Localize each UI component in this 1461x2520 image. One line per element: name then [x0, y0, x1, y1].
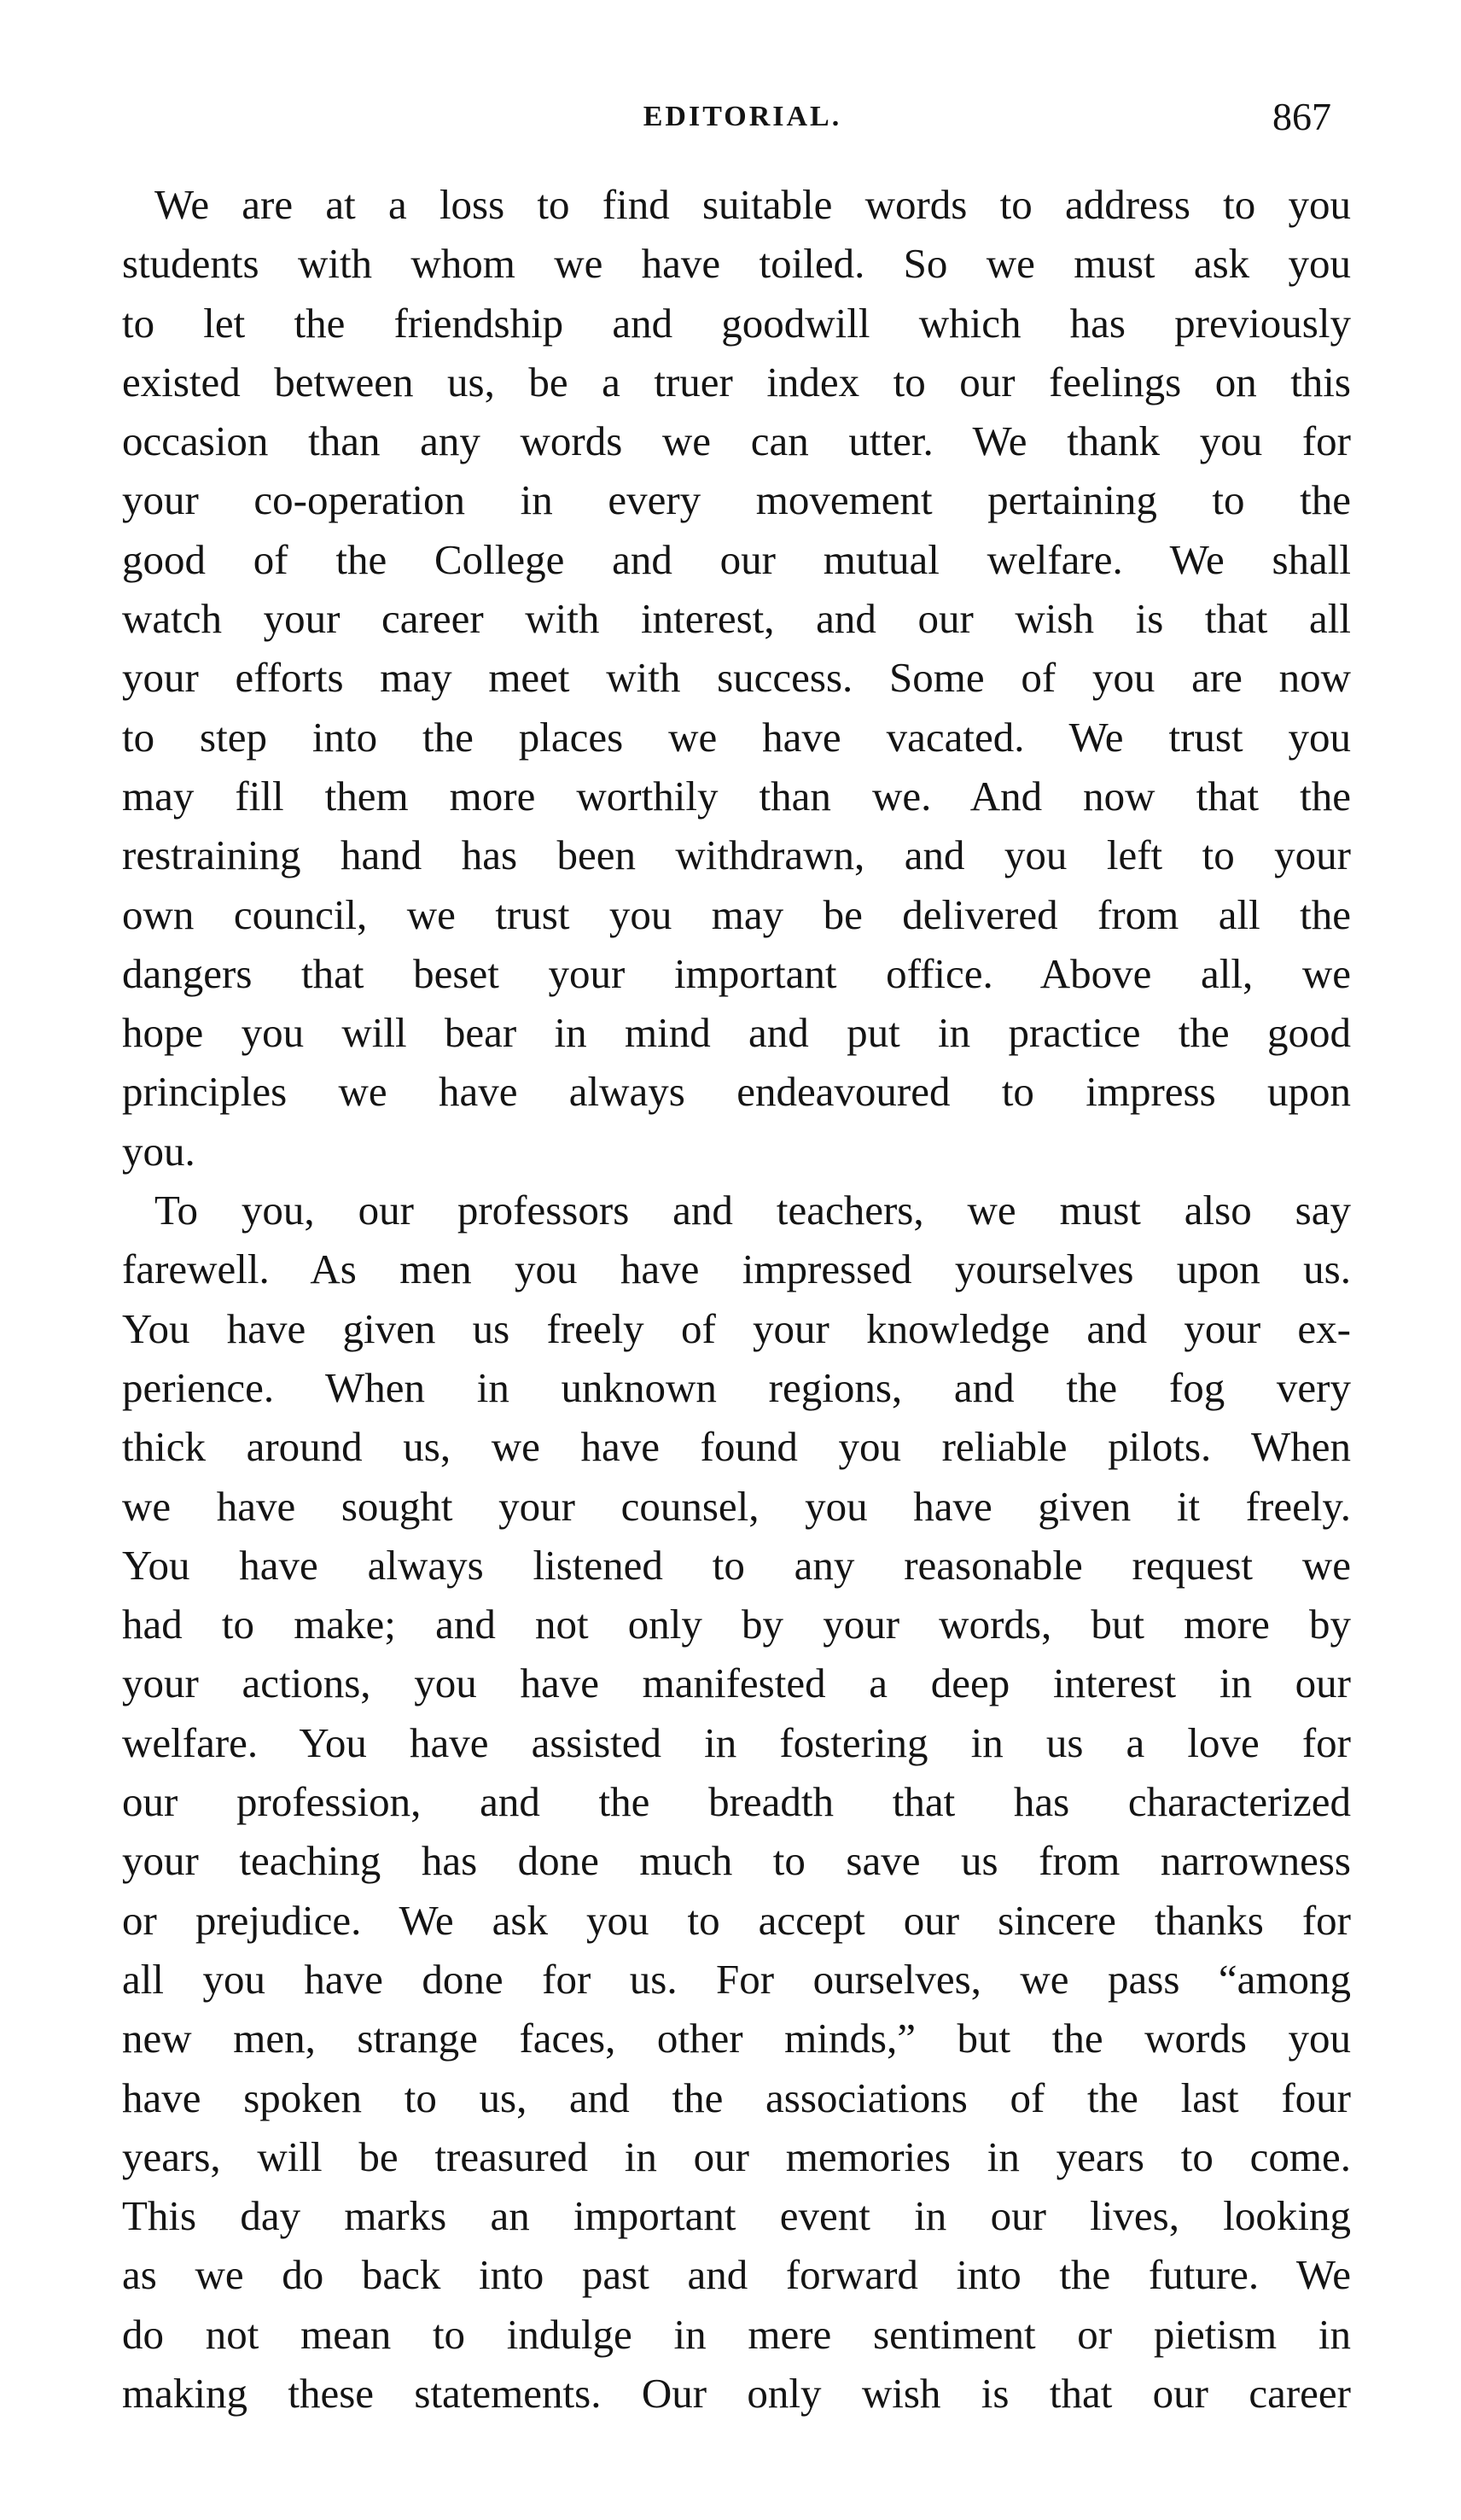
text-line: existed between us, be a truer index to our feelings on this: [122, 358, 1351, 405]
text-line: occasion than any words we can utter. We thank you for: [122, 417, 1351, 465]
text-line: hope you will bear in mind and put in practice the good: [122, 1009, 1351, 1057]
text-line: students with whom we have toiled. So we must ask you: [122, 240, 1351, 288]
section-title: EDITORIAL.: [643, 101, 842, 132]
text-line: welfare. You have assisted in fostering in us a love for: [122, 1718, 1351, 1766]
text-line: our profession, and the breadth that has characterized: [122, 1778, 1351, 1826]
text-line: principles we have always endeavoured to impress upon: [122, 1068, 1351, 1116]
text-line: have spoken to us, and the associations of the last four: [122, 2074, 1351, 2121]
text-line: as we do back into past and forward into the future. We: [122, 2251, 1351, 2299]
text-line: all you have done for us. For ourselves, we pass “among: [122, 1955, 1351, 2003]
text-line: new men, strange faces, other minds,” but the words you: [122, 2015, 1351, 2062]
text-line: thick around us, we have found you reliable pilots. When: [122, 1423, 1351, 1471]
text-line: your co-operation in every movement pertaining to the: [122, 476, 1351, 524]
text-line: dangers that beset your important office. Above all, we: [122, 949, 1351, 997]
paragraph-1: [122, 175, 1351, 1181]
text-line: To you, our professors and teachers, we must also say: [154, 1187, 1351, 1234]
text-line: farewell. As men you have impressed yourselves upon us.: [122, 1245, 1351, 1293]
text-line: or prejudice. We ask you to accept our sincere thanks for: [122, 1896, 1351, 1944]
text-line: years, will be treasured in our memories in years to come.: [122, 2132, 1351, 2180]
text-line: We are at a loss to find suitable words to address to you: [154, 181, 1351, 228]
text-line: making these statements. Our only wish is that our career: [122, 2369, 1351, 2417]
text-line: to let the friendship and goodwill which has previously: [122, 299, 1351, 347]
text-line: your actions, you have manifested a deep interest in our: [122, 1660, 1351, 1707]
text-line: You have given us freely of your knowledge and your ex-: [122, 1304, 1351, 1352]
text-line: we have sought your counsel, you have given it freely.: [122, 1482, 1351, 1530]
text-line: may fill them more worthily than we. And now that the: [122, 772, 1351, 820]
text-line: good of the College and our mutual welfare. We shall: [122, 535, 1351, 583]
text-line: had to make; and not only by your words, but more by: [122, 1601, 1351, 1648]
running-header: [119, 95, 1365, 152]
text-line: your efforts may meet with success. Some of you are now: [122, 654, 1351, 702]
text-line: own council, we trust you may be delivered from all the: [122, 890, 1351, 938]
text-line: your teaching has done much to save us from narrowness: [122, 1837, 1351, 1885]
text-line: do not mean to indulge in mere sentiment or pietism in: [122, 2310, 1351, 2358]
editorial-body: [122, 175, 1351, 2423]
text-line: restraining hand has been withdrawn, and you left to your: [122, 831, 1351, 879]
text-line: to step into the places we have vacated. We trust you: [122, 713, 1351, 761]
text-line: You have always listened to any reasonable request we: [122, 1541, 1351, 1589]
text-line: This day marks an important event in our lives, looking: [122, 2192, 1351, 2240]
text-line: perience. When in unknown regions, and the fog very: [122, 1363, 1351, 1411]
paragraph-2: [122, 1181, 1351, 2423]
text-line: watch your career with interest, and our wish is that all: [122, 595, 1351, 643]
text-line: you.: [122, 1127, 195, 1175]
page-number: 867: [1272, 95, 1331, 138]
